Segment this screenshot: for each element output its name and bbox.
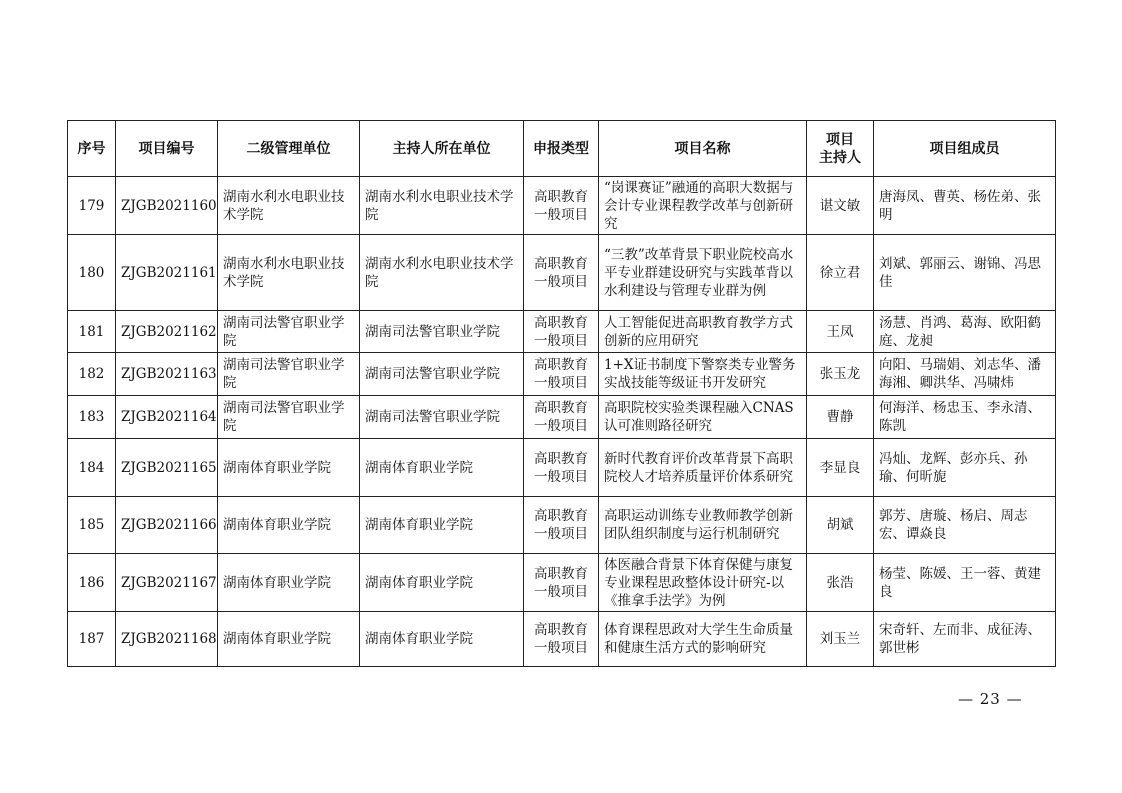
cell-members: 唐海凤、曹英、杨佐弟、张明 — [874, 177, 1056, 235]
cell-code: ZJGB2021163 — [116, 353, 218, 396]
cell-unit: 湖南体育职业学院 — [218, 439, 360, 497]
cell-code: ZJGB2021160 — [116, 177, 218, 235]
cell-unit: 湖南体育职业学院 — [218, 497, 360, 554]
cell-code: ZJGB2021167 — [116, 554, 218, 612]
table-row — [68, 177, 1056, 235]
cell-type: 高职教育一般项目 — [524, 497, 599, 554]
cell-host-unit: 湖南司法警官职业学院 — [360, 396, 524, 439]
cell-members: 郭芳、唐璇、杨启、周志宏、谭焱良 — [874, 497, 1056, 554]
cell-no: 180 — [68, 235, 116, 311]
table-row — [68, 311, 1056, 353]
cell-code: ZJGB2021162 — [116, 311, 218, 353]
header-host-unit: 主持人所在单位 — [360, 121, 524, 177]
cell-name: 体育课程思政对大学生生命质量和健康生活方式的影响研究 — [599, 612, 807, 667]
cell-name: 人工智能促进高职教育教学方式创新的应用研究 — [599, 311, 807, 353]
cell-no: 185 — [68, 497, 116, 554]
cell-host-unit: 湖南体育职业学院 — [360, 554, 524, 612]
cell-host: 张玉龙 — [807, 353, 874, 396]
cell-unit: 湖南司法警官职业学院 — [218, 353, 360, 396]
cell-name: 高职运动训练专业教师教学创新团队组织制度与运行机制研究 — [599, 497, 807, 554]
cell-code: ZJGB2021164 — [116, 396, 218, 439]
table-header-row — [68, 121, 1056, 177]
cell-members: 汤慧、肖鸿、葛海、欧阳鹤庭、龙昶 — [874, 311, 1056, 353]
cell-host-unit: 湖南体育职业学院 — [360, 439, 524, 497]
cell-members: 宋奇轩、左而非、成征涛、郭世彬 — [874, 612, 1056, 667]
table-row — [68, 554, 1056, 612]
cell-host-unit: 湖南司法警官职业学院 — [360, 353, 524, 396]
header-name: 项目名称 — [599, 121, 807, 177]
table-row — [68, 439, 1056, 497]
cell-host-unit: 湖南体育职业学院 — [360, 497, 524, 554]
project-table — [67, 120, 1056, 667]
cell-name: 高职院校实验类课程融入CNAS认可准则路径研究 — [599, 396, 807, 439]
table-row — [68, 612, 1056, 667]
cell-code: ZJGB2021166 — [116, 497, 218, 554]
cell-host-unit: 湖南水利水电职业技术学院 — [360, 177, 524, 235]
cell-type: 高职教育一般项目 — [524, 554, 599, 612]
header-type: 申报类型 — [524, 121, 599, 177]
cell-members: 杨莹、陈媛、王一蓉、黄建良 — [874, 554, 1056, 612]
table-row — [68, 497, 1056, 554]
cell-members: 刘斌、郭丽云、谢锦、冯思佳 — [874, 235, 1056, 311]
cell-code: ZJGB2021168 — [116, 612, 218, 667]
header-host: 项目 主持人 — [807, 121, 874, 177]
cell-host: 曹静 — [807, 396, 874, 439]
cell-type: 高职教育一般项目 — [524, 396, 599, 439]
cell-name: 新时代教育评价改革背景下高职院校人才培养质量评价体系研究 — [599, 439, 807, 497]
cell-name: 体医融合背景下体育保健与康复专业课程思政整体设计研究-以《推拿手法学》为例 — [599, 554, 807, 612]
cell-unit: 湖南司法警官职业学院 — [218, 311, 360, 353]
cell-type: 高职教育一般项目 — [524, 235, 599, 311]
header-unit: 二级管理单位 — [218, 121, 360, 177]
cell-no: 187 — [68, 612, 116, 667]
cell-no: 183 — [68, 396, 116, 439]
cell-host-unit: 湖南水利水电职业技术学院 — [360, 235, 524, 311]
cell-no: 179 — [68, 177, 116, 235]
cell-members: 向阳、马瑞娟、刘志华、潘海湘、卿洪华、冯啸炜 — [874, 353, 1056, 396]
table-row — [68, 353, 1056, 396]
table-row — [68, 235, 1056, 311]
cell-no: 181 — [68, 311, 116, 353]
cell-no: 184 — [68, 439, 116, 497]
cell-no: 182 — [68, 353, 116, 396]
cell-type: 高职教育一般项目 — [524, 177, 599, 235]
table-row — [68, 396, 1056, 439]
cell-host: 胡斌 — [807, 497, 874, 554]
cell-name: “三教”改革背景下职业院校高水平专业群建设研究与实践革背以水利建设与管理专业群为例 — [599, 235, 807, 311]
cell-unit: 湖南体育职业学院 — [218, 612, 360, 667]
cell-name: “岗课赛证”融通的高职大数据与会计专业课程教学改革与创新研究 — [599, 177, 807, 235]
cell-host: 谌文敏 — [807, 177, 874, 235]
cell-members: 冯灿、龙辉、彭亦兵、孙瑜、何昕旎 — [874, 439, 1056, 497]
header-members: 项目组成员 — [874, 121, 1056, 177]
cell-unit: 湖南体育职业学院 — [218, 554, 360, 612]
cell-unit: 湖南司法警官职业学院 — [218, 396, 360, 439]
cell-host: 李显良 — [807, 439, 874, 497]
cell-type: 高职教育一般项目 — [524, 612, 599, 667]
cell-members: 何海洋、杨忠玉、李永清、陈凯 — [874, 396, 1056, 439]
cell-type: 高职教育一般项目 — [524, 353, 599, 396]
cell-code: ZJGB2021165 — [116, 439, 218, 497]
cell-host: 徐立君 — [807, 235, 874, 311]
cell-host: 王凤 — [807, 311, 874, 353]
cell-host: 刘玉兰 — [807, 612, 874, 667]
cell-host-unit: 湖南司法警官职业学院 — [360, 311, 524, 353]
cell-unit: 湖南水利水电职业技术学院 — [218, 177, 360, 235]
cell-name: 1+X证书制度下警察类专业警务实战技能等级证书开发研究 — [599, 353, 807, 396]
cell-no: 186 — [68, 554, 116, 612]
page-number: — 23 — — [958, 690, 1023, 708]
cell-type: 高职教育一般项目 — [524, 311, 599, 353]
cell-host-unit: 湖南体育职业学院 — [360, 612, 524, 667]
cell-unit: 湖南水利水电职业技术学院 — [218, 235, 360, 311]
cell-type: 高职教育一般项目 — [524, 439, 599, 497]
cell-host: 张浩 — [807, 554, 874, 612]
cell-code: ZJGB2021161 — [116, 235, 218, 311]
header-no: 序号 — [68, 121, 116, 177]
header-code: 项目编号 — [116, 121, 218, 177]
